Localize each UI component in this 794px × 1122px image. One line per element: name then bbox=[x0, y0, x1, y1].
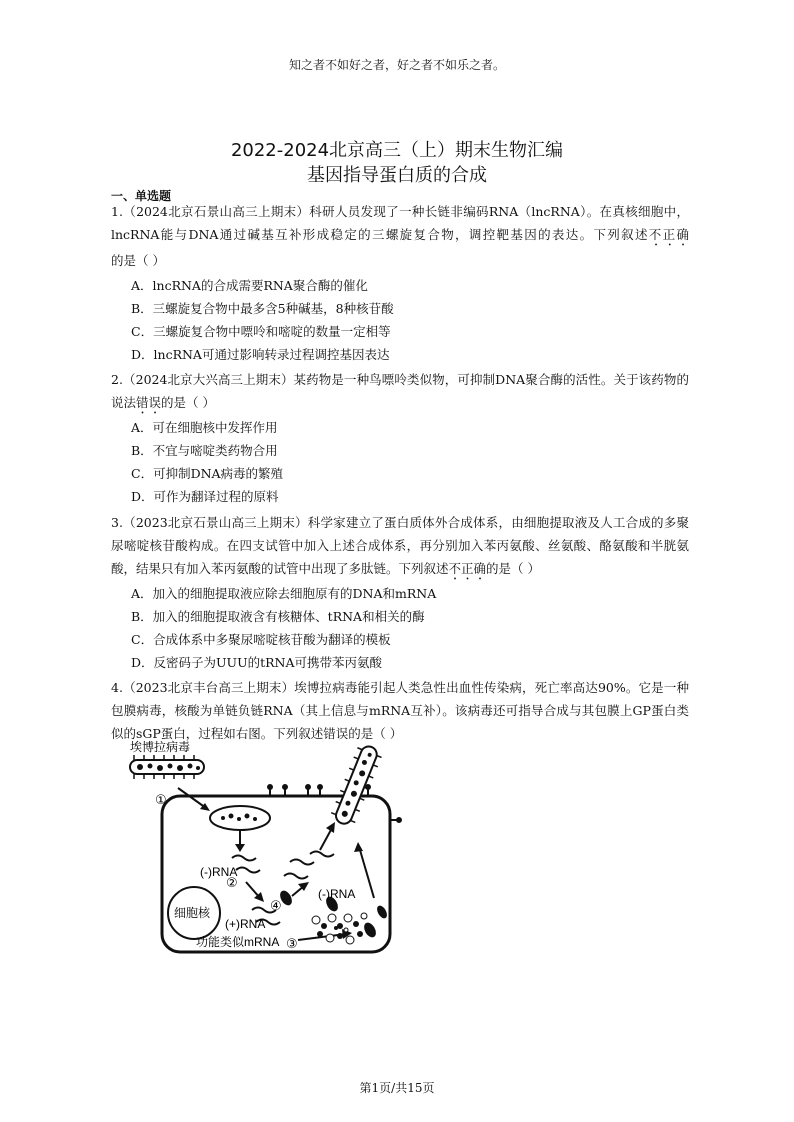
step-1-marker: ① bbox=[155, 792, 167, 807]
protein-cluster bbox=[312, 913, 367, 944]
budding-virus bbox=[329, 742, 384, 828]
question-1-option-b: B．三螺旋复合物中最多含5种碱基，8种核苷酸 bbox=[131, 301, 394, 316]
question-1-tail: 的是（ ） bbox=[111, 253, 165, 268]
question-1-stem bbox=[111, 200, 689, 272]
virus-label: 埃博拉病毒 bbox=[130, 740, 191, 754]
question-2-stem bbox=[111, 368, 689, 417]
question-3-option-c: C．合成体系中多聚尿嘧啶核苷酸为翻译的模板 bbox=[131, 632, 391, 647]
question-1-option-c: C．三螺旋复合物中嘌呤和嘧啶的数量一定相等 bbox=[131, 324, 391, 339]
question-1-option-d: D．lncRNA可通过影响转录过程调控基因表达 bbox=[131, 347, 390, 362]
page-footer: 第1页/共15页 bbox=[359, 1081, 435, 1095]
question-3-text: 3.（2023北京石景山高三上期末）科学家建立了蛋白质体外合成体系，由细胞提取液及人工合成的多聚尿嘧啶核苷酸构成。在四支试管中加入上述合成体系，再分别加入苯丙氨酸、丝氨酸、酪氨酸和半胱氨酸，结果只有加入苯丙氨酸的试管中出现了多肽链。下列叙述 bbox=[111, 515, 689, 576]
question-2-text: 2.（2024北京大兴高三上期末）某药物是一种鸟嘌呤类似物，可抑制DNA聚合酶的活性。关于该药物的说法 bbox=[111, 372, 689, 410]
question-2-tail: 的是（ ） bbox=[161, 395, 216, 410]
step-1-arrow bbox=[178, 788, 206, 808]
step-2-marker: ② bbox=[226, 875, 238, 890]
plus-rna-label: (+)RNA bbox=[225, 917, 266, 931]
ebola-replication-diagram bbox=[120, 730, 410, 960]
doc-subtitle: 基因指导蛋白质的合成 bbox=[307, 165, 487, 186]
question-3-tail: 的是（ ） bbox=[486, 561, 541, 576]
minus-rna-label-right: (-)RNA bbox=[318, 887, 356, 901]
membrane-receptors bbox=[268, 785, 401, 822]
question-2-option-a: A．可在细胞核中发挥作用 bbox=[131, 420, 278, 435]
question-4-stem: 4.（2023北京丰台高三上期末）埃博拉病毒能引起人类急性出血性传染病，死亡率高达90%。它是一种包膜病毒，核酸为单链负链RNA（其上信息与mRNA互补）。该病毒还可指导合成与其包膜上GP蛋白类似的sGP蛋白，过程如右图。下列叙述错误的是（ ） bbox=[111, 680, 689, 741]
question-2-emphasis: 错误 bbox=[136, 395, 162, 410]
question-1-option-a: A．lncRNA的合成需要RNA聚合酶的催化 bbox=[131, 278, 368, 293]
step-4-marker: ④ bbox=[270, 898, 282, 913]
question-1-text: 1.（2024北京石景山高三上期末）科研人员发现了一种长链非编码RNA（lncRNA）。在真核细胞中，lncRNA能与DNA通过碱基互补形成稳定的三螺旋复合物，调控靶基因的表达。下列叙述 bbox=[111, 204, 689, 242]
question-3-stem bbox=[111, 511, 689, 583]
question-2-option-b: B．不宜与嘧啶类药物合用 bbox=[131, 443, 278, 458]
question-3-emphasis: 不正确 bbox=[448, 561, 487, 576]
page-header-motto: 知之者不如好之者，好之者不如乐之者。 bbox=[288, 58, 505, 72]
question-3-option-a: A．加入的细胞提取液应除去细胞原有的DNA和mRNA bbox=[131, 586, 437, 601]
question-3-option-b: B．加入的细胞提取液含有核糖体、tRNA和相关的酶 bbox=[131, 609, 425, 624]
minus-rna-label-left: (-)RNA bbox=[200, 865, 238, 879]
mrna-like-label: 功能类似mRNA bbox=[196, 935, 280, 949]
nucleus-label: 细胞核 bbox=[174, 906, 211, 920]
ebola-virus-outside bbox=[130, 755, 204, 779]
question-3-option-d: D．反密码子为UUU的tRNA可携带苯丙氨酸 bbox=[131, 655, 383, 670]
question-2-option-c: C．可抑制DNA病毒的繁殖 bbox=[131, 466, 284, 481]
section-heading: 一、单选题 bbox=[111, 189, 172, 203]
question-2-option-d: D．可作为翻译过程的原料 bbox=[131, 489, 279, 504]
step-3-marker: ③ bbox=[286, 936, 298, 951]
question-1-emphasis: 不正确 bbox=[648, 227, 689, 242]
doc-title: 2022-2024北京高三（上）期末生物汇编 bbox=[230, 140, 564, 161]
